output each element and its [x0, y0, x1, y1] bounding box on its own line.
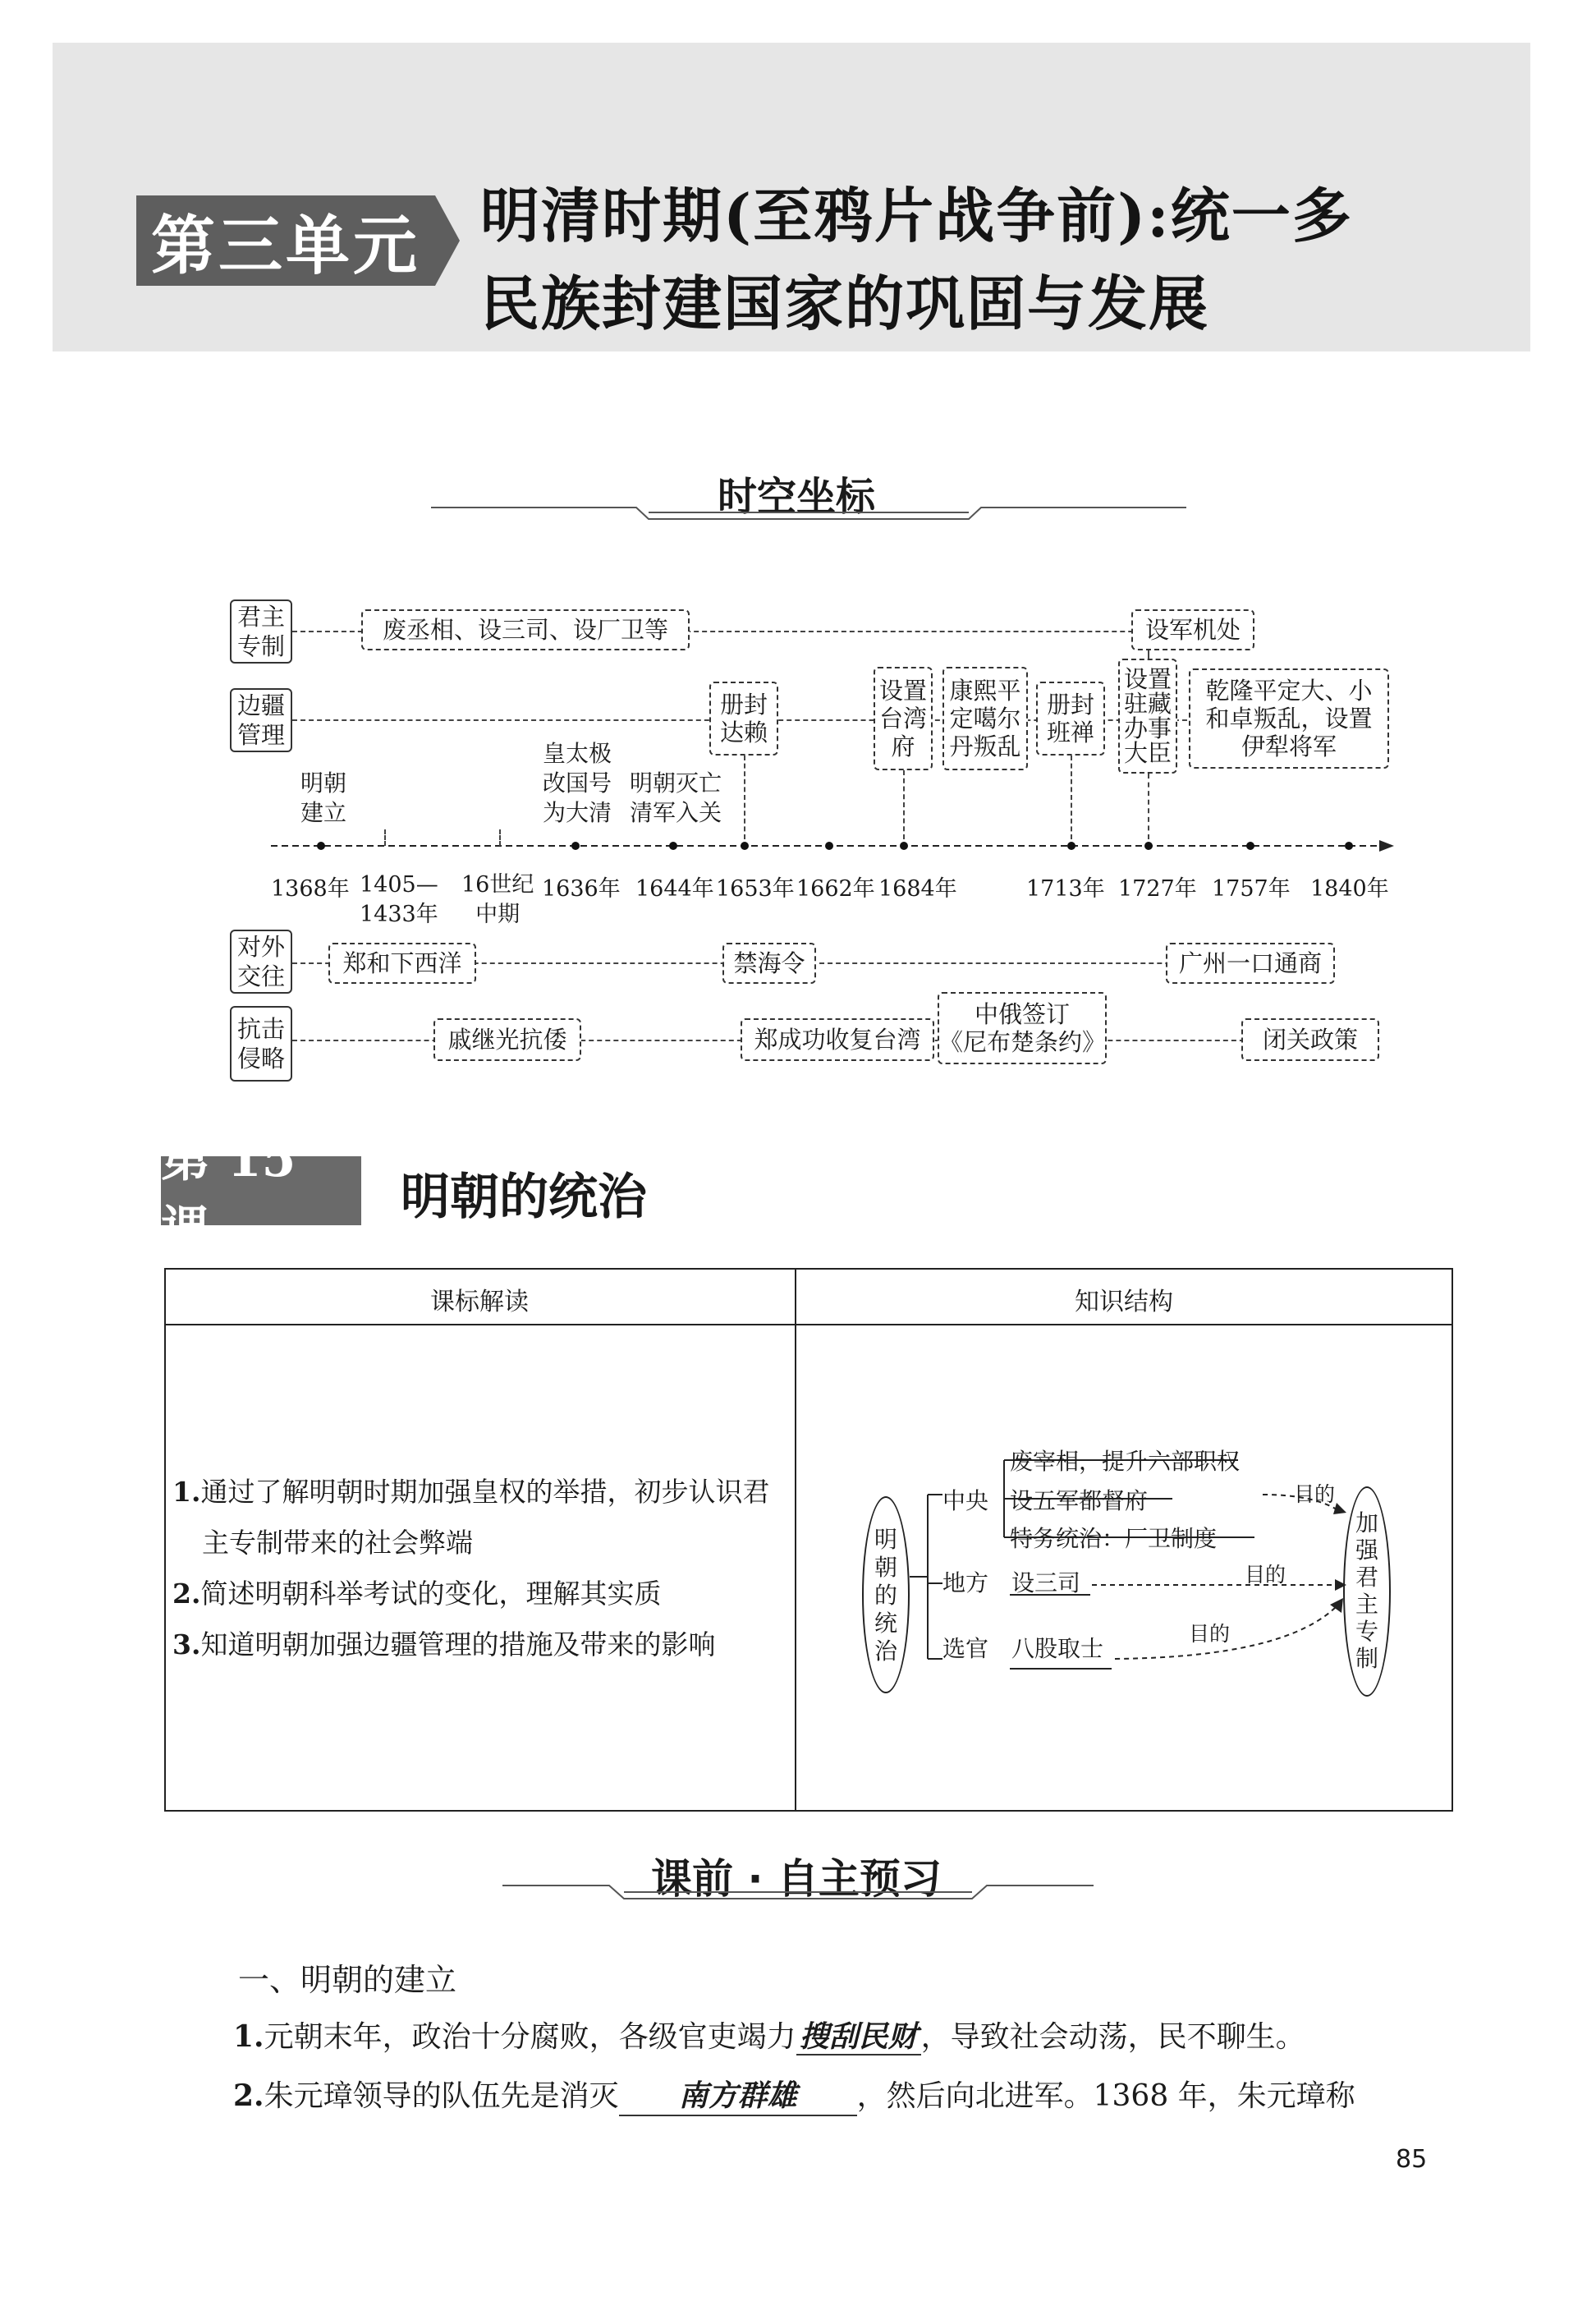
year-1713: 1713年: [1026, 876, 1105, 902]
section-ming-founding: 一、明朝的建立: [238, 1962, 457, 1998]
event-ming-fall: 明朝灭亡 清军入关: [629, 769, 722, 826]
dot-1684: [900, 842, 908, 850]
row-label-frontier: 边疆 管理: [230, 688, 292, 752]
tick-16c: [499, 829, 501, 846]
row-label-resist: 抗击 侵略: [230, 1006, 292, 1082]
objective-3: 3.知道明朝加强边疆管理的措施及带来的影响: [172, 1628, 716, 1660]
dot-1644: [669, 842, 677, 850]
structure-right-label: 加 强 君 主 专 制: [1355, 1509, 1378, 1672]
purpose-label-2: 目的: [1245, 1563, 1286, 1587]
unit-label-arrow: [435, 195, 460, 286]
frontier-item-ili: 乾隆平定大、小 和卓叛乱，设置 伊犁将军: [1189, 668, 1389, 769]
central-item-3: 特务统治：厂卫制度: [1010, 1525, 1218, 1552]
dot-1653: [741, 842, 749, 850]
connector-1713: [1071, 756, 1072, 839]
foreign-item-sea-ban: 禁海令: [722, 943, 816, 984]
lesson-label: 第 15 课: [161, 1156, 361, 1225]
year-1727: 1727年: [1118, 876, 1197, 902]
connector-1684: [903, 770, 905, 839]
local-item: 设三司: [1011, 1569, 1081, 1596]
connector-1653: [744, 756, 745, 839]
page-number: 85: [1396, 2145, 1428, 2174]
objective-1-cont: 主专制带来的社会弊端: [202, 1527, 473, 1559]
frontier-item-panchen: 册封 班禅: [1036, 682, 1105, 756]
objective-1: 1.通过了解明朝时期加强皇权的举措，初步认识君: [172, 1476, 770, 1508]
local-label: 地方: [942, 1569, 989, 1596]
structure-left-label: 明 朝 的 统 治: [874, 1526, 897, 1665]
lesson-title: 明朝的统治: [401, 1169, 647, 1226]
objectives-list: [172, 1467, 788, 1670]
dot-1368: [317, 842, 325, 850]
year-1662: 1662年: [796, 876, 875, 902]
dot-1713: [1067, 842, 1075, 850]
objective-2: 2.简述明朝科举考试的变化，理解其实质: [172, 1578, 662, 1610]
frontier-item-tibet: 设置 驻藏 办事 大臣: [1118, 659, 1177, 774]
year-1840: 1840年: [1310, 876, 1389, 902]
exam-item: 八股取士: [1011, 1635, 1104, 1662]
resist-item-zhengchenggong: 郑成功收复台湾: [741, 1018, 934, 1061]
row-label-monarchy: 君主 专制: [230, 599, 292, 664]
spacetime-heading: 时空坐标: [717, 474, 875, 520]
event-qing-named: 皇太极 改国号 为大清: [542, 740, 612, 826]
frontier-item-dalai: 册封 达赖: [709, 682, 778, 756]
connector-1727: [1148, 774, 1149, 839]
monarchy-item-1: 废丞相、设三司、设厂卫等: [361, 609, 690, 650]
resist-item-closed-door: 闭关政策: [1241, 1018, 1379, 1061]
unit-label: 第三单元: [136, 195, 435, 286]
preview-heading-rule: [502, 1879, 1094, 1904]
table-header-rule: [164, 1324, 1453, 1325]
foreign-item-canton: 广州一口通商: [1166, 943, 1335, 984]
year-1684: 1684年: [878, 876, 957, 902]
spacetime-heading-rule: [431, 501, 1186, 526]
unit-title-line1: 明清时期(至鸦片战争前):统一多: [480, 181, 1353, 250]
question-1: 1.元朝末年，政治十分腐败，各级官吏竭力 搜刮民财 ，导致社会动荡，民不聊生。: [233, 2019, 1305, 2054]
question-2: 2.朱元璋领导的队伍先是消灭 南方群雄 ，然后向北进军。1368 年，朱元璋称: [233, 2073, 1355, 2116]
purpose-label-1: 目的: [1294, 1482, 1336, 1506]
tick-1405: [384, 829, 386, 846]
resist-item-qijiguang: 戚继光抗倭: [433, 1018, 581, 1061]
row-label-foreign: 对外 交往: [230, 930, 292, 994]
purpose-label-3: 目的: [1189, 1622, 1231, 1646]
central-item-1: 废宰相，提升六部职权: [1010, 1448, 1241, 1475]
exam-label: 选官: [942, 1635, 989, 1662]
connector-1727-top: [1148, 650, 1149, 659]
year-1368: 1368年: [271, 876, 350, 902]
year-1405: 1405— 1433年: [360, 872, 438, 927]
timeline-axis: [271, 836, 1396, 856]
preview-heading: 课前 · 自主预习: [651, 1855, 942, 1903]
unit-title-line2: 民族封建国家的巩固与发展: [480, 269, 1210, 338]
year-1653: 1653年: [716, 876, 795, 902]
answer-2[interactable]: 南方群雄: [619, 2073, 857, 2116]
dot-1662: [825, 842, 833, 850]
frontier-item-taiwan: 设置 台湾 府: [874, 667, 933, 770]
table-column-rule: [795, 1268, 796, 1812]
dot-1757: [1246, 842, 1254, 850]
frontier-item-galdan: 康熙平 定噶尔 丹叛乱: [942, 667, 1028, 770]
year-1644: 1644年: [635, 876, 714, 902]
year-1757: 1757年: [1212, 876, 1291, 902]
dot-1636: [571, 842, 580, 850]
table-header-structure: 知识结构: [1075, 1288, 1173, 1316]
resist-item-nerchinsk: 中俄签订 《尼布楚条约》: [938, 992, 1107, 1064]
year-1636: 1636年: [542, 876, 621, 902]
foreign-item-zhenghe: 郑和下西洋: [328, 943, 476, 984]
year-16c: 16世纪 中期: [461, 872, 534, 927]
central-item-2: 设五军都督府: [1010, 1487, 1149, 1514]
dot-1727: [1144, 842, 1153, 850]
event-ming-founded: 明朝 建立: [300, 769, 346, 826]
monarchy-item-2: 设军机处: [1131, 609, 1254, 650]
dot-1840: [1345, 842, 1353, 850]
table-header-objectives: 课标解读: [430, 1288, 529, 1316]
answer-1[interactable]: 搜刮民财: [796, 2020, 921, 2055]
central-label: 中央: [942, 1487, 989, 1514]
